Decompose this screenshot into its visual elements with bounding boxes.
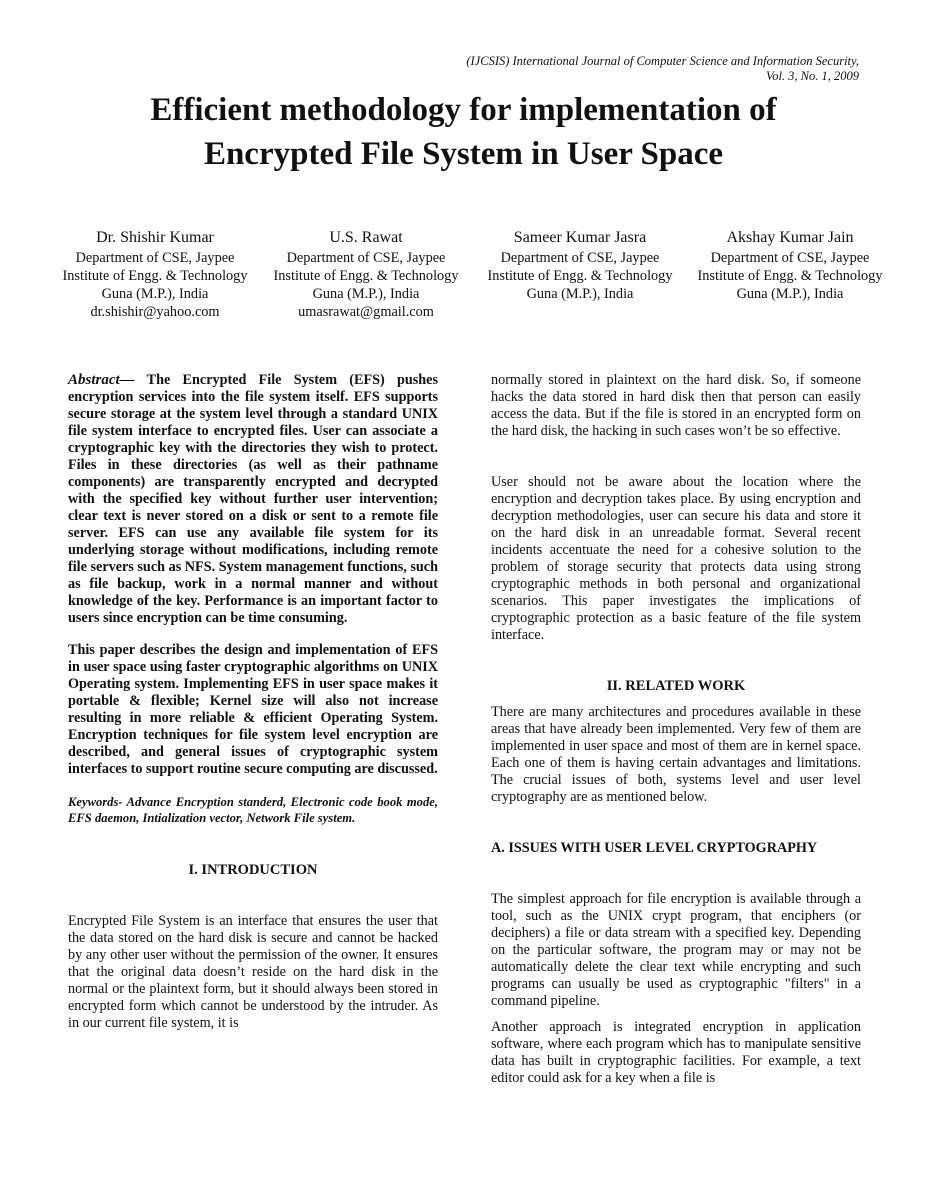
author-location: Guna (M.P.), India [312, 286, 420, 302]
introduction-continued: normally stored in plaintext on the hard disk. So, if someone hacks the data stored in hard disk then that person can easily access the data. But if the file is stored in an encrypted form on the hard disk, the hacking in such cases won’t be so effective. [491, 372, 861, 439]
author-institute: Institute of Engg. & Technology [487, 268, 673, 284]
author-name: Dr. Shishir Kumar [96, 229, 214, 246]
author-department: Department of CSE, Jaypee [286, 250, 446, 266]
related-work-paragraph: There are many architectures and procedures available in these areas that have already been implemented. Very few of them are implemented in user space and most of them are in kernel space. Each one of them is having certain advantages and limitations. The crucial issues of both, systems level and user level cryptography are as mentioned below. [491, 704, 861, 805]
author-3 [475, 228, 685, 303]
author-location: Guna (M.P.), India [101, 286, 209, 302]
author-name: Akshay Kumar Jain [726, 229, 854, 246]
abstract-label: Abstract— [68, 372, 135, 388]
author-email: umasrawat@gmail.com [298, 304, 434, 320]
abstract-paragraph [68, 372, 438, 627]
author-1 [50, 228, 260, 321]
author-name: U.S. Rawat [329, 229, 403, 246]
author-email: dr.shishir@yahoo.com [90, 304, 220, 320]
section-heading-related-work: II. RELATED WORK [606, 678, 746, 694]
author-department: Department of CSE, Jaypee [500, 250, 660, 266]
subsection-heading-user-level: A. ISSUES WITH USER LEVEL CRYPTOGRAPHY [491, 840, 818, 856]
section-heading-introduction: I. INTRODUCTION [188, 862, 318, 878]
journal-name: (IJCSIS) International Journal of Computer Science and Information Security, [466, 54, 859, 68]
author-department: Department of CSE, Jaypee [75, 250, 235, 266]
author-department: Department of CSE, Jaypee [710, 250, 870, 266]
journal-volume: Vol. 3, No. 1, 2009 [765, 69, 859, 83]
keywords: Keywords- Advance Encryption standerd, Electronic code book mode, EFS daemon, Intialization vector, Network File system. [68, 795, 438, 825]
author-institute: Institute of Engg. & Technology [273, 268, 459, 284]
title-line-1: Efficient methodology for implementation of [150, 92, 777, 128]
issues-paragraph-2: Another approach is integrated encryption in application software, where each program which has to manipulate sensitive data has built in cryptographic facilities. For example, a text editor could ask for a key when a file is [491, 1019, 861, 1086]
paper-title [0, 88, 927, 176]
author-location: Guna (M.P.), India [526, 286, 634, 302]
author-name: Sameer Kumar Jasra [513, 229, 647, 246]
journal-header [466, 54, 859, 84]
title-line-2: Encrypted File System in User Space [203, 136, 724, 172]
author-institute: Institute of Engg. & Technology [62, 268, 248, 284]
author-2 [261, 228, 471, 321]
right-column [491, 372, 861, 1087]
author-institute: Institute of Engg. & Technology [697, 268, 883, 284]
author-block [50, 228, 890, 328]
issues-paragraph-1: The simplest approach for file encryption is available through a tool, such as the UNIX crypt program, that enciphers (or deciphers) a file or data stream with a specified key. Depending on the particular software, the program may or may not be automatically delete the clear text while encrypting and such programs can usually be used as cryptographic "filters" in a command pipeline. [491, 891, 861, 1009]
author-4 [685, 228, 895, 303]
author-location: Guna (M.P.), India [736, 286, 844, 302]
abstract-text: The Encrypted File System (EFS) pushes encryption services into the file system itself. EFS supports secure storage at the system level through a standard UNIX file system interface to encrypted files. User can associate a cryptographic key with the directories they wish to protect. Files in these directories (as well as their pathname components) are transparently encrypted and decrypted with the specified key without further user intervention; clear text is never stored on a disk or sent to a remote file server. EFS can use any available file system for its underlying storage without modifications, including remote file servers such as NFS. System management functions, such as file backup, work in a normal manner and without knowledge of the key. Performance is an important factor to users since encryption can be time consuming. [68, 372, 438, 626]
introduction-paragraph-2: User should not be aware about the location where the encryption and decryption takes place. By using encryption and decryption methodologies, user can secure his data and store it on the hard disk in an unreadable format. Several recent incidents accentuate the need for a cohesive solution to the problem of storage security that protects data using strong cryptographic methods in both personal and organizational scenarios. This paper investigates the implications of cryptographic protection as a basic feature of the file system interface. [491, 474, 861, 643]
abstract-paragraph-2: This paper describes the design and implementation of EFS in user space using faster cryptographic algorithms on UNIX Operating system. Implementing EFS in user space makes it portable & flexible; Kernel size will also not increase resulting in more reliable & efficient Operating System. Encryption techniques for file system level encryption are described, and general issues of cryptographic system interfaces to support routine secure computing are discussed. [68, 642, 438, 777]
introduction-paragraph: Encrypted File System is an interface that ensures the user that the data stored on the hard disk is secure and cannot be hacked by any other user without the permission of the owner. It ensures that the original data doesn’t reside on the hard disk in the normal or the plaintext form, but it should always been stored in encrypted form which cannot be understood by the intruder. As in our current file system, it is [68, 913, 438, 1031]
left-column [68, 372, 438, 1032]
